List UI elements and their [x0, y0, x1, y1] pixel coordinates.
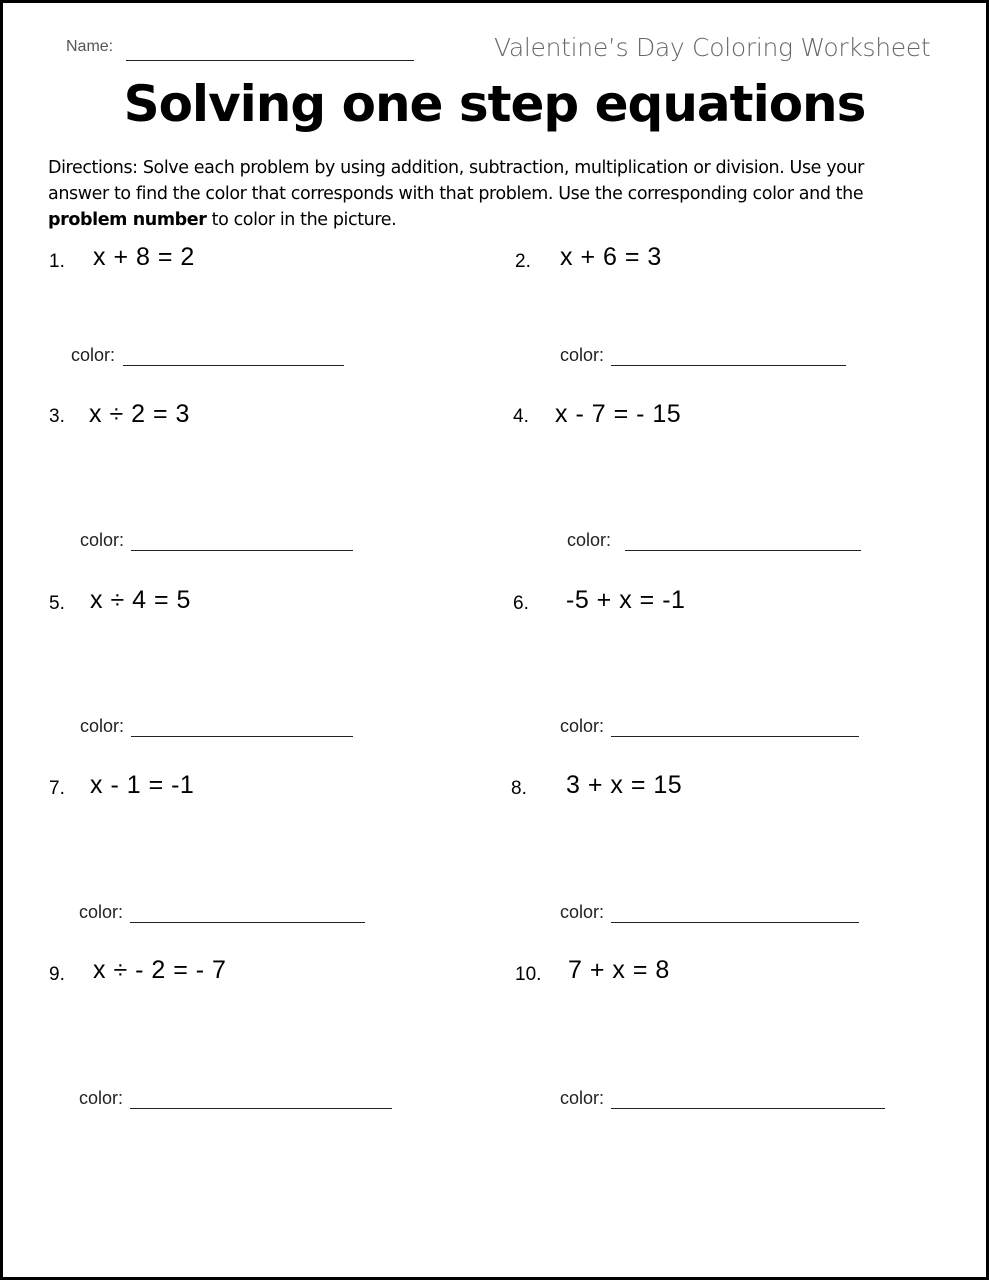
problem-number: 2. [515, 251, 531, 272]
problem-equation: 7 + x = 8 [568, 956, 670, 984]
color-label: color: [560, 345, 605, 365]
problem-number: 4. [513, 406, 529, 427]
problem-number: 5. [49, 593, 65, 614]
worksheet-title: Valentine’s Day Coloring Worksheet [494, 33, 931, 62]
color-label: color: [71, 345, 116, 365]
problem-number: 9. [49, 964, 65, 985]
color-answer-line[interactable] [131, 736, 353, 737]
problem-number: 7. [49, 778, 65, 799]
color-label: color: [79, 902, 124, 922]
color-label: color: [79, 1088, 124, 1108]
directions-text-end: to color in the picture. [206, 210, 397, 230]
problem-equation: x ÷ 4 = 5 [90, 586, 191, 614]
name-label: Name: [66, 38, 114, 55]
problem-equation: x ÷ - 2 = - 7 [93, 956, 227, 984]
directions-bold: problem number [48, 210, 207, 230]
problem-equation: x - 1 = -1 [90, 771, 195, 799]
problem-number: 1. [49, 251, 65, 272]
problem-number: 8. [511, 778, 527, 799]
color-label: color: [560, 716, 605, 736]
problem-equation: x + 6 = 3 [560, 243, 662, 271]
problem-number: 6. [513, 593, 529, 614]
color-label: color: [560, 902, 605, 922]
problem-equation: x - 7 = - 15 [555, 400, 682, 428]
color-answer-line[interactable] [611, 736, 859, 737]
color-answer-line[interactable] [123, 365, 344, 366]
problem-equation: x + 8 = 2 [93, 243, 195, 271]
name-line[interactable] [126, 60, 414, 61]
problem-number: 3. [49, 406, 65, 427]
color-answer-line[interactable] [611, 1108, 885, 1109]
color-label: color: [560, 1088, 605, 1108]
problem-equation: -5 + x = -1 [566, 586, 686, 614]
page-title: Solving one step equations [123, 75, 866, 133]
problem-equation: 3 + x = 15 [566, 771, 683, 799]
directions-text: Directions: Solve each problem by using addition, subtraction, multiplication or division. Use your answer to find the color that corresponds with that problem. Use the corresponding color and the [48, 158, 864, 204]
color-answer-line[interactable] [611, 922, 859, 923]
problem-number: 10. [515, 964, 542, 985]
color-answer-line[interactable] [131, 550, 353, 551]
directions [48, 155, 928, 233]
color-answer-line[interactable] [611, 365, 846, 366]
problem-equation: x ÷ 2 = 3 [89, 400, 190, 428]
color-answer-line[interactable] [625, 550, 861, 551]
color-answer-line[interactable] [130, 1108, 392, 1109]
color-label: color: [80, 716, 125, 736]
color-label: color: [567, 530, 612, 550]
color-label: color: [80, 530, 125, 550]
color-answer-line[interactable] [130, 922, 365, 923]
